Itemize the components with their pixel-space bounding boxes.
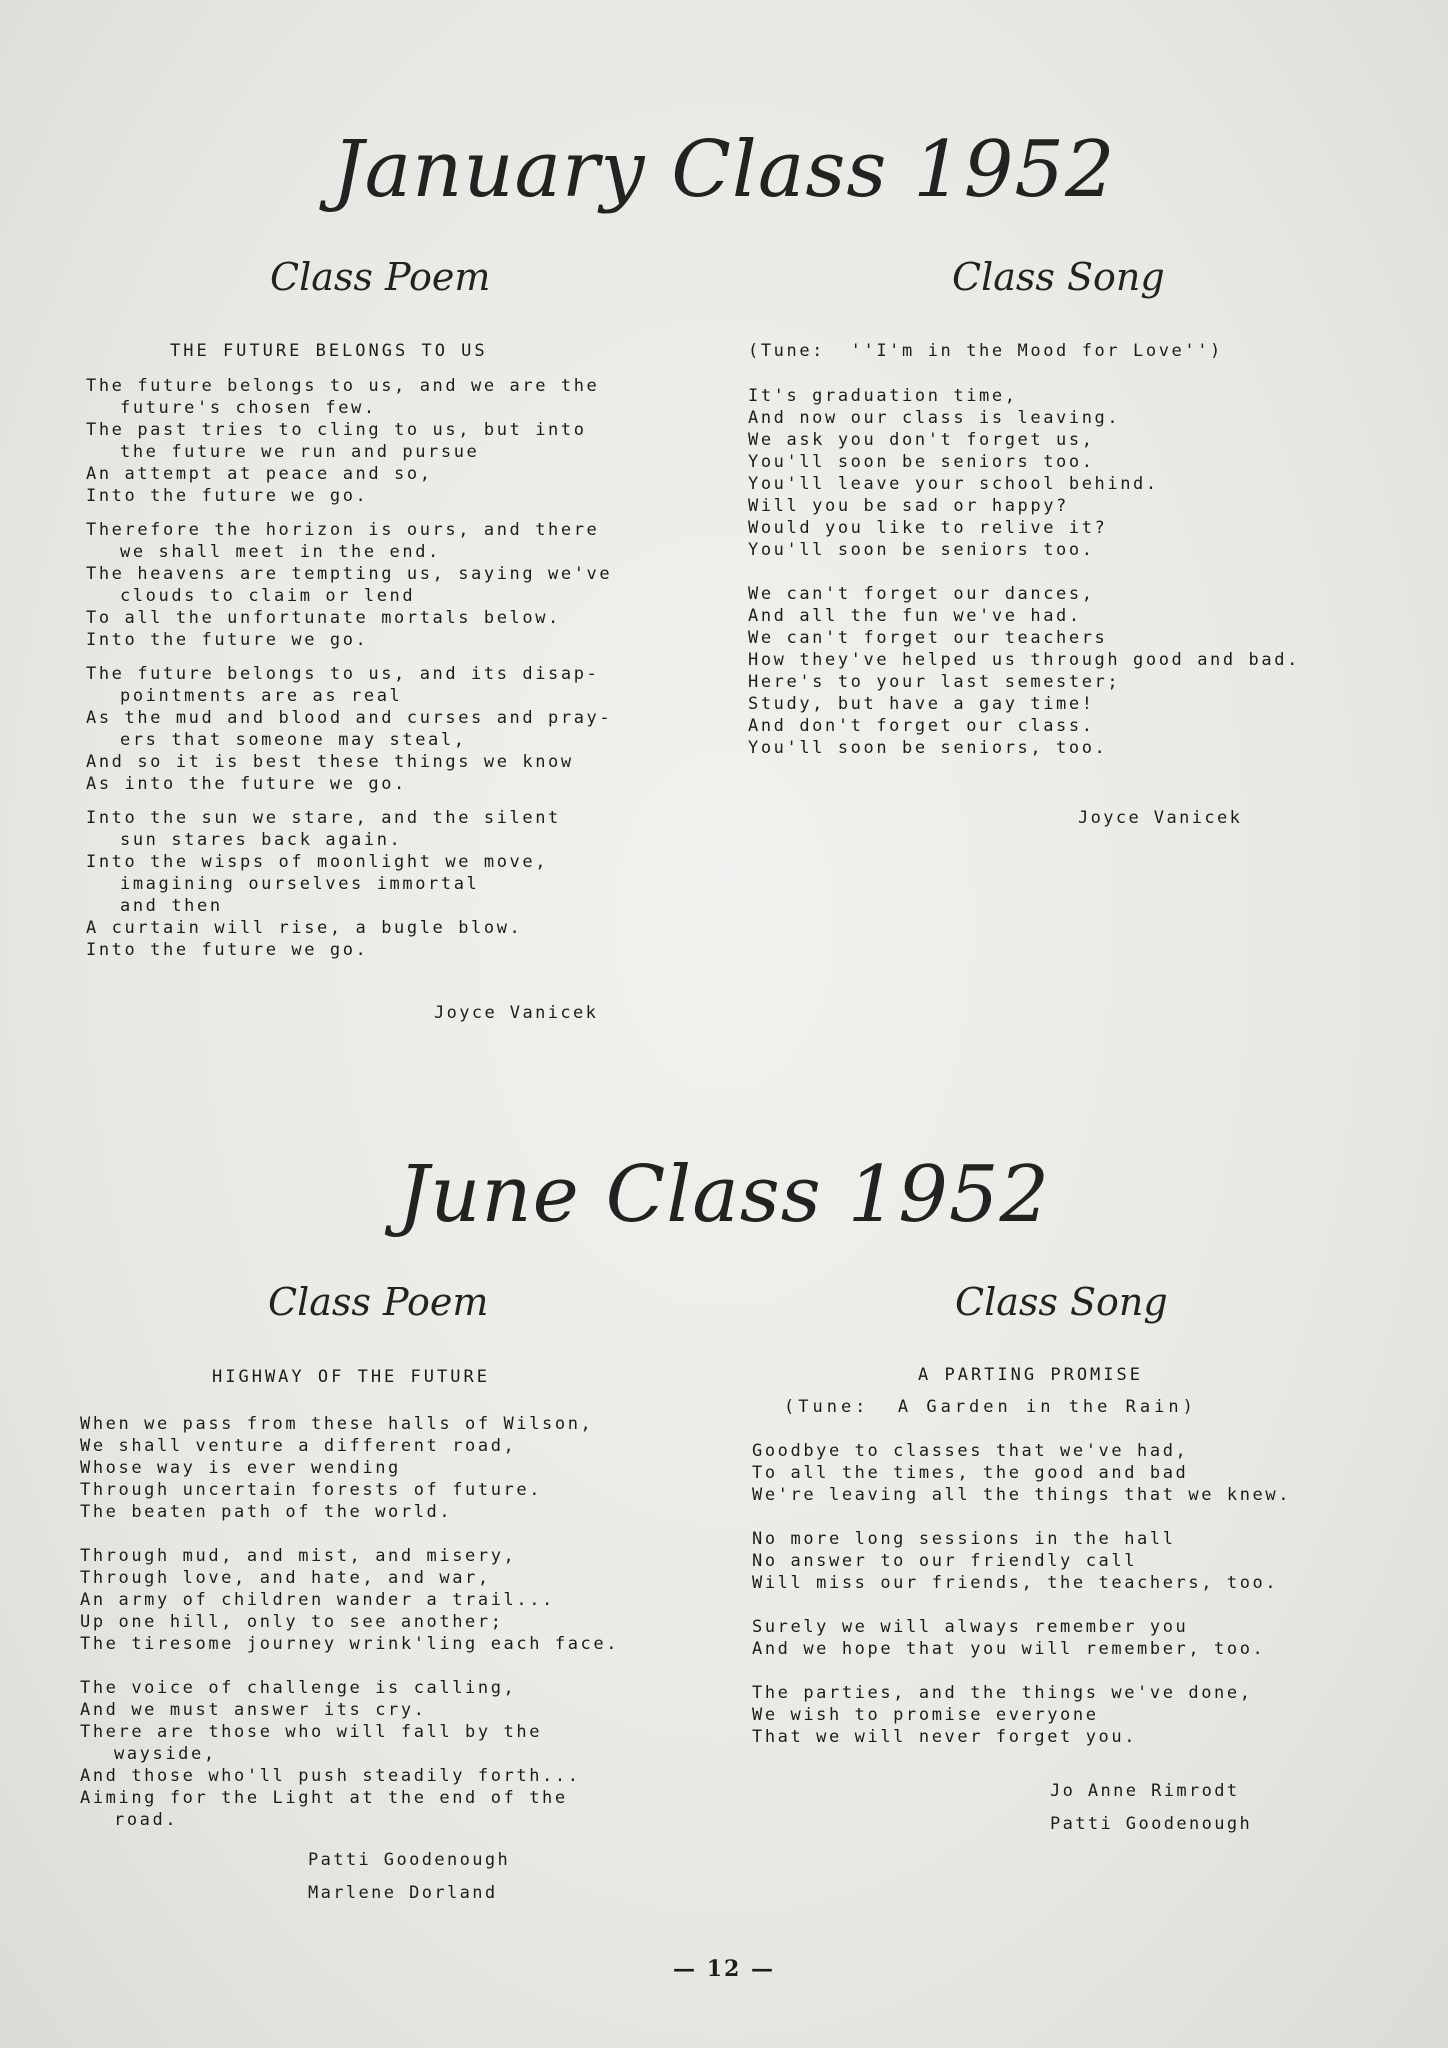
verse-line: And those who'll push steadily forth... bbox=[80, 1766, 581, 1786]
verse-line: And don't forget our class. bbox=[748, 716, 1095, 736]
verse-line: You'll soon be seniors, too. bbox=[748, 738, 1108, 758]
verse-line: As the mud and blood and curses and pray- bbox=[86, 708, 613, 728]
verse-line: Through mud, and mist, and misery, bbox=[80, 1546, 517, 1566]
stanza bbox=[80, 1677, 680, 1831]
verse-line: We're leaving all the things that we knew. bbox=[752, 1485, 1292, 1505]
verse-line: A curtain will rise, a bugle blow. bbox=[86, 918, 523, 938]
verse-line: The voice of challenge is calling, bbox=[80, 1678, 517, 1698]
verse-line: There are those who will fall by the bbox=[80, 1722, 543, 1742]
verse-line: ers that someone may steal, bbox=[120, 730, 467, 750]
verse-line: You'll soon be seniors too. bbox=[748, 540, 1095, 560]
verse-line: Will miss our friends, the teachers, too. bbox=[752, 1573, 1279, 1593]
verse-line: An army of children wander a trail... bbox=[80, 1590, 555, 1610]
verse-line: we shall meet in the end. bbox=[120, 542, 441, 562]
january-class-title: January Class 1952 bbox=[332, 125, 1116, 215]
stanza bbox=[80, 1545, 680, 1655]
verse-line: And so it is best these things we know bbox=[86, 752, 574, 772]
verse-line: Here's to your last semester; bbox=[748, 672, 1121, 692]
stanza bbox=[752, 1440, 1412, 1506]
stanza bbox=[86, 807, 666, 961]
verse-line: How they've helped us through good and bad. bbox=[748, 650, 1300, 670]
verse-line: And now our class is leaving. bbox=[748, 408, 1121, 428]
january-song-author: Joyce Vanicek bbox=[1078, 808, 1243, 828]
verse-line: No more long sessions in the hall bbox=[752, 1529, 1176, 1549]
stanza bbox=[86, 663, 666, 795]
january-poem-label: Class Poem bbox=[270, 255, 491, 299]
june-poem-title: HIGHWAY OF THE FUTURE bbox=[212, 1367, 490, 1387]
june-song-title: A PARTING PROMISE bbox=[918, 1365, 1143, 1385]
stanza bbox=[748, 385, 1408, 561]
stanza bbox=[752, 1528, 1412, 1594]
verse-line: Surely we will always remember you bbox=[752, 1617, 1189, 1637]
verse-line: pointments are as real bbox=[120, 686, 403, 706]
verse-line: Into the future we go. bbox=[86, 940, 369, 960]
verse-line: We shall venture a different road, bbox=[80, 1436, 517, 1456]
verse-line: And all the fun we've had. bbox=[748, 606, 1082, 626]
verse-line: sun stares back again. bbox=[120, 830, 403, 850]
verse-line: To all the times, the good and bad bbox=[752, 1463, 1189, 1483]
verse-line: Goodbye to classes that we've had, bbox=[752, 1441, 1189, 1461]
verse-line: clouds to claim or lend bbox=[120, 586, 416, 606]
verse-line: We can't forget our teachers bbox=[748, 628, 1108, 648]
verse-line: An attempt at peace and so, bbox=[86, 464, 433, 484]
verse-line: and then bbox=[120, 896, 223, 916]
page-number: — 12 — bbox=[673, 1956, 775, 1982]
stanza bbox=[752, 1682, 1412, 1748]
verse-line: wayside, bbox=[114, 1744, 217, 1764]
verse-line: The heavens are tempting us, saying we've bbox=[86, 564, 613, 584]
verse-line: The future belongs to us, and we are the bbox=[86, 376, 600, 396]
verse-line: Through love, and hate, and war, bbox=[80, 1568, 491, 1588]
verse-line: Will you be sad or happy? bbox=[748, 496, 1069, 516]
verse-line: the future we run and pursue bbox=[120, 442, 480, 462]
stanza bbox=[80, 1413, 680, 1523]
verse-line: You'll soon be seniors too. bbox=[748, 452, 1095, 472]
june-poem-author-2: Marlene Dorland bbox=[308, 1883, 498, 1903]
verse-line: You'll leave your school behind. bbox=[748, 474, 1159, 494]
stanza bbox=[748, 583, 1408, 759]
verse-line: Would you like to relive it? bbox=[748, 518, 1108, 538]
june-poem-body bbox=[80, 1413, 680, 1853]
verse-line: The tiresome journey wrink'ling each face. bbox=[80, 1634, 620, 1654]
verse-line: Study, but have a gay time! bbox=[748, 694, 1095, 714]
june-song-body bbox=[752, 1440, 1412, 1770]
june-poem-author-1: Patti Goodenough bbox=[308, 1850, 511, 1870]
january-poem-author: Joyce Vanicek bbox=[434, 1003, 599, 1023]
verse-line: And we must answer its cry. bbox=[80, 1700, 427, 1720]
verse-line: Through uncertain forests of future. bbox=[80, 1480, 543, 1500]
verse-line: And we hope that you will remember, too. bbox=[752, 1639, 1266, 1659]
january-poem-body bbox=[86, 375, 666, 973]
verse-line: Into the future we go. bbox=[86, 630, 369, 650]
june-song-author-2: Patti Goodenough bbox=[1050, 1814, 1253, 1834]
verse-line: The parties, and the things we've done, bbox=[752, 1683, 1253, 1703]
verse-line: Therefore the horizon is ours, and there bbox=[86, 520, 600, 540]
verse-line: Into the future we go. bbox=[86, 486, 369, 506]
verse-line: That we will never forget you. bbox=[752, 1727, 1138, 1747]
june-song-author-1: Jo Anne Rimrodt bbox=[1050, 1781, 1240, 1801]
verse-line: Into the sun we stare, and the silent bbox=[86, 808, 561, 828]
verse-line: It's graduation time, bbox=[748, 386, 1018, 406]
verse-line: Aiming for the Light at the end of the bbox=[80, 1788, 568, 1808]
verse-line: Whose way is ever wending bbox=[80, 1458, 401, 1478]
verse-line: The beaten path of the world. bbox=[80, 1502, 453, 1522]
verse-line: We wish to promise everyone bbox=[752, 1705, 1099, 1725]
january-poem-title: THE FUTURE BELONGS TO US bbox=[170, 341, 488, 361]
verse-line: No answer to our friendly call bbox=[752, 1551, 1138, 1571]
verse-line: As into the future we go. bbox=[86, 774, 407, 794]
verse-line: When we pass from these halls of Wilson, bbox=[80, 1414, 594, 1434]
verse-line: Up one hill, only to see another; bbox=[80, 1612, 504, 1632]
verse-line: To all the unfortunate mortals below. bbox=[86, 608, 561, 628]
june-song-tune: (Tune: A Garden in the Rain) bbox=[784, 1397, 1197, 1417]
january-song-label: Class Song bbox=[952, 255, 1165, 299]
verse-line: The future belongs to us, and its disap- bbox=[86, 664, 600, 684]
verse-line: road. bbox=[114, 1810, 179, 1830]
verse-line: Into the wisps of moonlight we move, bbox=[86, 852, 549, 872]
january-song-tune: (Tune: ''I'm in the Mood for Love'') bbox=[748, 341, 1223, 361]
verse-line: The past tries to cling to us, but into bbox=[86, 420, 587, 440]
stanza bbox=[86, 375, 666, 507]
january-song-body bbox=[748, 385, 1408, 781]
june-song-label: Class Song bbox=[955, 1280, 1168, 1324]
june-poem-label: Class Poem bbox=[268, 1280, 489, 1324]
verse-line: We ask you don't forget us, bbox=[748, 430, 1095, 450]
verse-line: We can't forget our dances, bbox=[748, 584, 1095, 604]
verse-line: future's chosen few. bbox=[120, 398, 377, 418]
stanza bbox=[752, 1616, 1412, 1660]
verse-line: imagining ourselves immortal bbox=[120, 874, 480, 894]
june-class-title: June Class 1952 bbox=[397, 1150, 1051, 1240]
stanza bbox=[86, 519, 666, 651]
